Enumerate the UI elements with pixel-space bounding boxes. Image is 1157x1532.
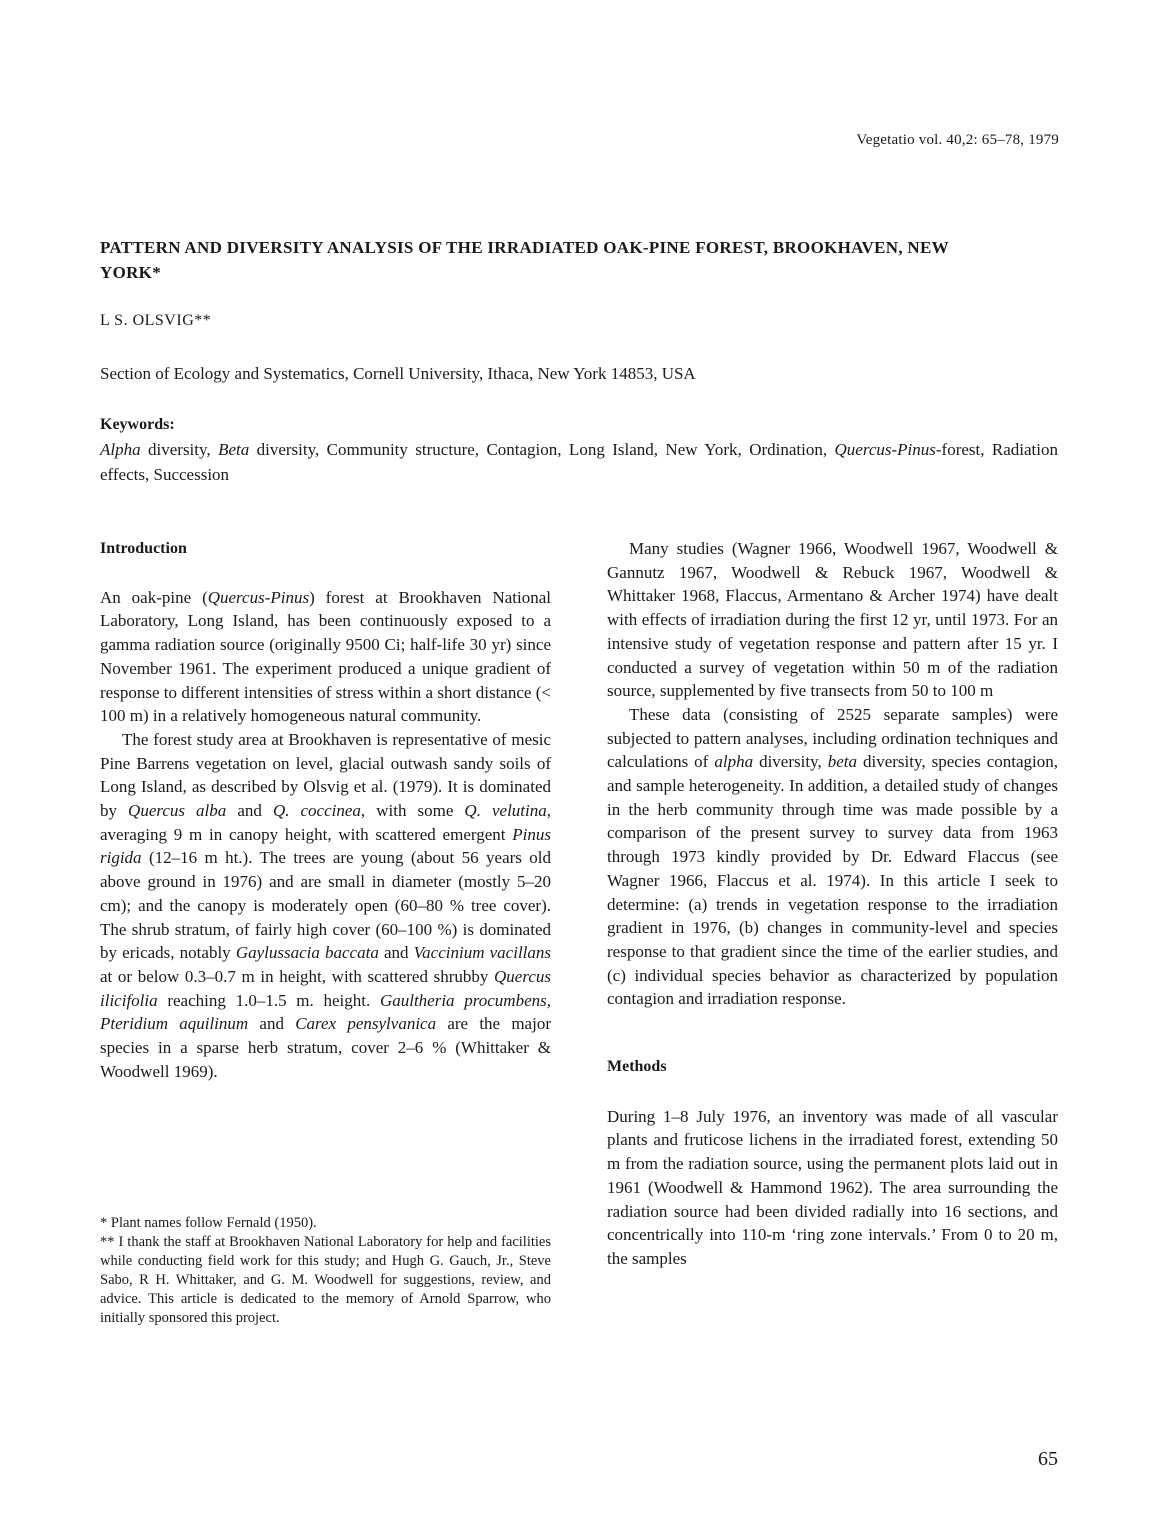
footnotes — [100, 1214, 551, 1328]
keywords-heading: Keywords: — [100, 416, 175, 433]
footnote-1: * Plant names follow Fernald (1950). — [100, 1215, 317, 1231]
right-paragraph-2: These data (consisting of 2525 separate samples) were subjected to pattern analyses, including ordination techniques and calculations of alpha diversity, beta diversity, species contagion, and sample heterogeneity. In addition, a detailed study of changes in the herb community through time was made possible by a comparison of the present survey to survey data from 1963 through 1973 kindly provided by Dr. Edward Flaccus (see Wagner 1966, Flaccus et al. 1974). In this article I seek to determine: (a) trends in vegetation response to the irradiation gradient in 1976, (b) changes in community-level and species response to that gradient since the time of the earlier studies, and (c) individual species behavior as characterized by population contagion and irradiation response. — [607, 704, 1059, 1009]
methods-paragraph-1: During 1–8 July 1976, an inventory was made of all vascular plants and fruticose lichens in the irradiated forest, extending 50 m from the radiation source, using the permanent plots laid out in 1961 (Woodwell & Hammond 1962). The area surrounding the radiation source had been divided radially into 16 sections, and concentrically into 110-m ‘ring zone intervals.’ From 0 to 20 m, the samples — [607, 1106, 1058, 1268]
article-title: PATTERN AND DIVERSITY ANALYSIS OF THE IRRADIATED OAK-PINE FOREST, BROOKHAVEN, NEW YORK* — [100, 238, 949, 282]
introduction-heading: Introduction — [100, 540, 187, 557]
keywords-list: Alpha diversity, Beta diversity, Community structure, Contagion, Long Island, New York, Ordination, Quercus-Pinus-forest, Radiation effects, Succession — [100, 440, 1058, 484]
journal-citation: Vegetatio vol. 40,2: 65–78, 1979 — [856, 132, 1059, 148]
page-number: 65 — [1038, 1448, 1058, 1470]
footnote-2: ** I thank the staff at Brookhaven National Laboratory for help and facilities while conducting field work for this study; and Hugh G. Gauch, Jr., Steve Sabo, R H. Whittaker, and G. M. Woodwell for suggestions, review, and advice. This article is dedicated to the memory of Arnold Sparrow, who initially sponsored this project. — [100, 1234, 551, 1326]
intro-paragraph-1: An oak-pine (Quercus-Pinus) forest at Brookhaven National Laboratory, Long Island, has been continuously exposed to a gamma radiation source (originally 9500 Ci; half-life 30 yr) since November 1961. The experiment produced a unique gradient of response to different intensities of stress within a short distance (< 100 m) in a relatively homogeneous natural community. — [100, 587, 551, 726]
author-name: L S. OLSVIG** — [100, 312, 212, 329]
left-column — [100, 537, 551, 1083]
methods-heading: Methods — [607, 1058, 667, 1076]
intro-paragraph-2: The forest study area at Brookhaven is representative of mesic Pine Barrens vegetation on level, glacial outwash sandy soils of Long Island, as described by Olsvig et al. (1979). It is dominated by Quercus alba and Q. coccinea, with some Q. velutina, averaging 9 m in canopy height, with scattered emergent Pinus rigida (12–16 m ht.). The trees are young (about 56 years old above ground in 1976) and are small in diameter (mostly 5–20 cm); and the canopy is moderately open (60–80 % tree cover). The shrub stratum, of fairly high cover (60–100 %) is dominated by ericads, notably Gaylussacia baccata and Vaccinium vacillans at or below 0.3–0.7 m in height, with scattered shrubby Quercus ilicifolia reaching 1.0–1.5 m. height. Gaultheria procumbens, Pteridium aquilinum and Carex pensylvanica are the major species in a sparse herb stratum, cover 2–6 % (Whittaker & Woodwell 1969). — [100, 729, 552, 1081]
right-column — [607, 537, 1058, 1271]
author-affiliation: Section of Ecology and Systematics, Cornell University, Ithaca, New York 14853, USA — [100, 364, 696, 383]
right-paragraph-1: Many studies (Wagner 1966, Woodwell 1967, Woodwell & Gannutz 1967, Woodwell & Rebuck 1967, Woodwell & Whittaker 1968, Flaccus, Armentano & Archer 1974) have dealt with effects of irradiation during the first 12 yr, until 1973. For an intensive study of vegetation response and pattern after 15 yr. I conducted a survey of vegetation within 50 m of the radiation source, supplemented by five transects from 50 to 100 m — [607, 539, 1058, 701]
